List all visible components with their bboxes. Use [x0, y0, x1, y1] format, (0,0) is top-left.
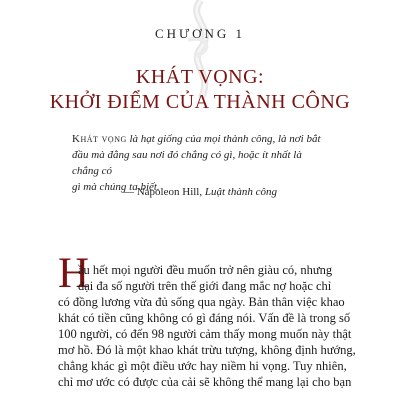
epigraph-lead: Khát vọng: [72, 133, 127, 145]
body-line-6: mơ hồ. Đó là một khao khát trừu tượng, không định hướng,: [58, 343, 356, 357]
body-line-7: chẳng khác gì một điều ước hay niềm hi vọng. Tuy nhiên,: [58, 359, 347, 373]
chapter-title-line-2: KHỞI ĐIỂM CỦA THÀNH CÔNG: [49, 91, 351, 113]
body-line-4: khát có tiền cũng không có gì đáng nói. Vấn đề là trong số: [58, 311, 351, 325]
drop-cap: H: [58, 250, 90, 297]
chapter-label: CHƯƠNG 1: [154, 26, 246, 41]
attribution-book: Luật thành công: [204, 186, 277, 198]
attribution-author: — Napoleon Hill,: [122, 186, 205, 198]
epigraph-attribution: [0, 186, 400, 198]
epigraph-line-2: đầu mà đằng sau nơi đó chẳng có gì, hoặc ít nhất là chẳng có: [72, 149, 302, 177]
body-line-5: 100 người, có đến 98 người cảm thấy mong muốn này thật: [58, 327, 352, 341]
body-line-1: ầu hết mọi người đều muốn trở nên giàu có, nhưng: [78, 263, 333, 277]
epigraph-line-3: gì mà chúng ta biết.: [72, 181, 160, 193]
epigraph-line-1-rest: là hạt giống của mọi thành công, là nơi bắt: [126, 133, 321, 145]
body-line-8: chỉ mơ ước có được của cải sẽ không thể mang lại cho bạn: [58, 375, 352, 389]
body-line-2: đại đa số người trên thế giới đang mắc nợ hoặc chỉ: [78, 279, 332, 293]
epigraph-line-1: [72, 131, 328, 147]
body-line-3: có đồng lương vừa đủ sống qua ngày. Bản thân việc khao: [58, 295, 345, 309]
chapter-title-line-1: KHÁT VỌNG:: [135, 66, 265, 88]
